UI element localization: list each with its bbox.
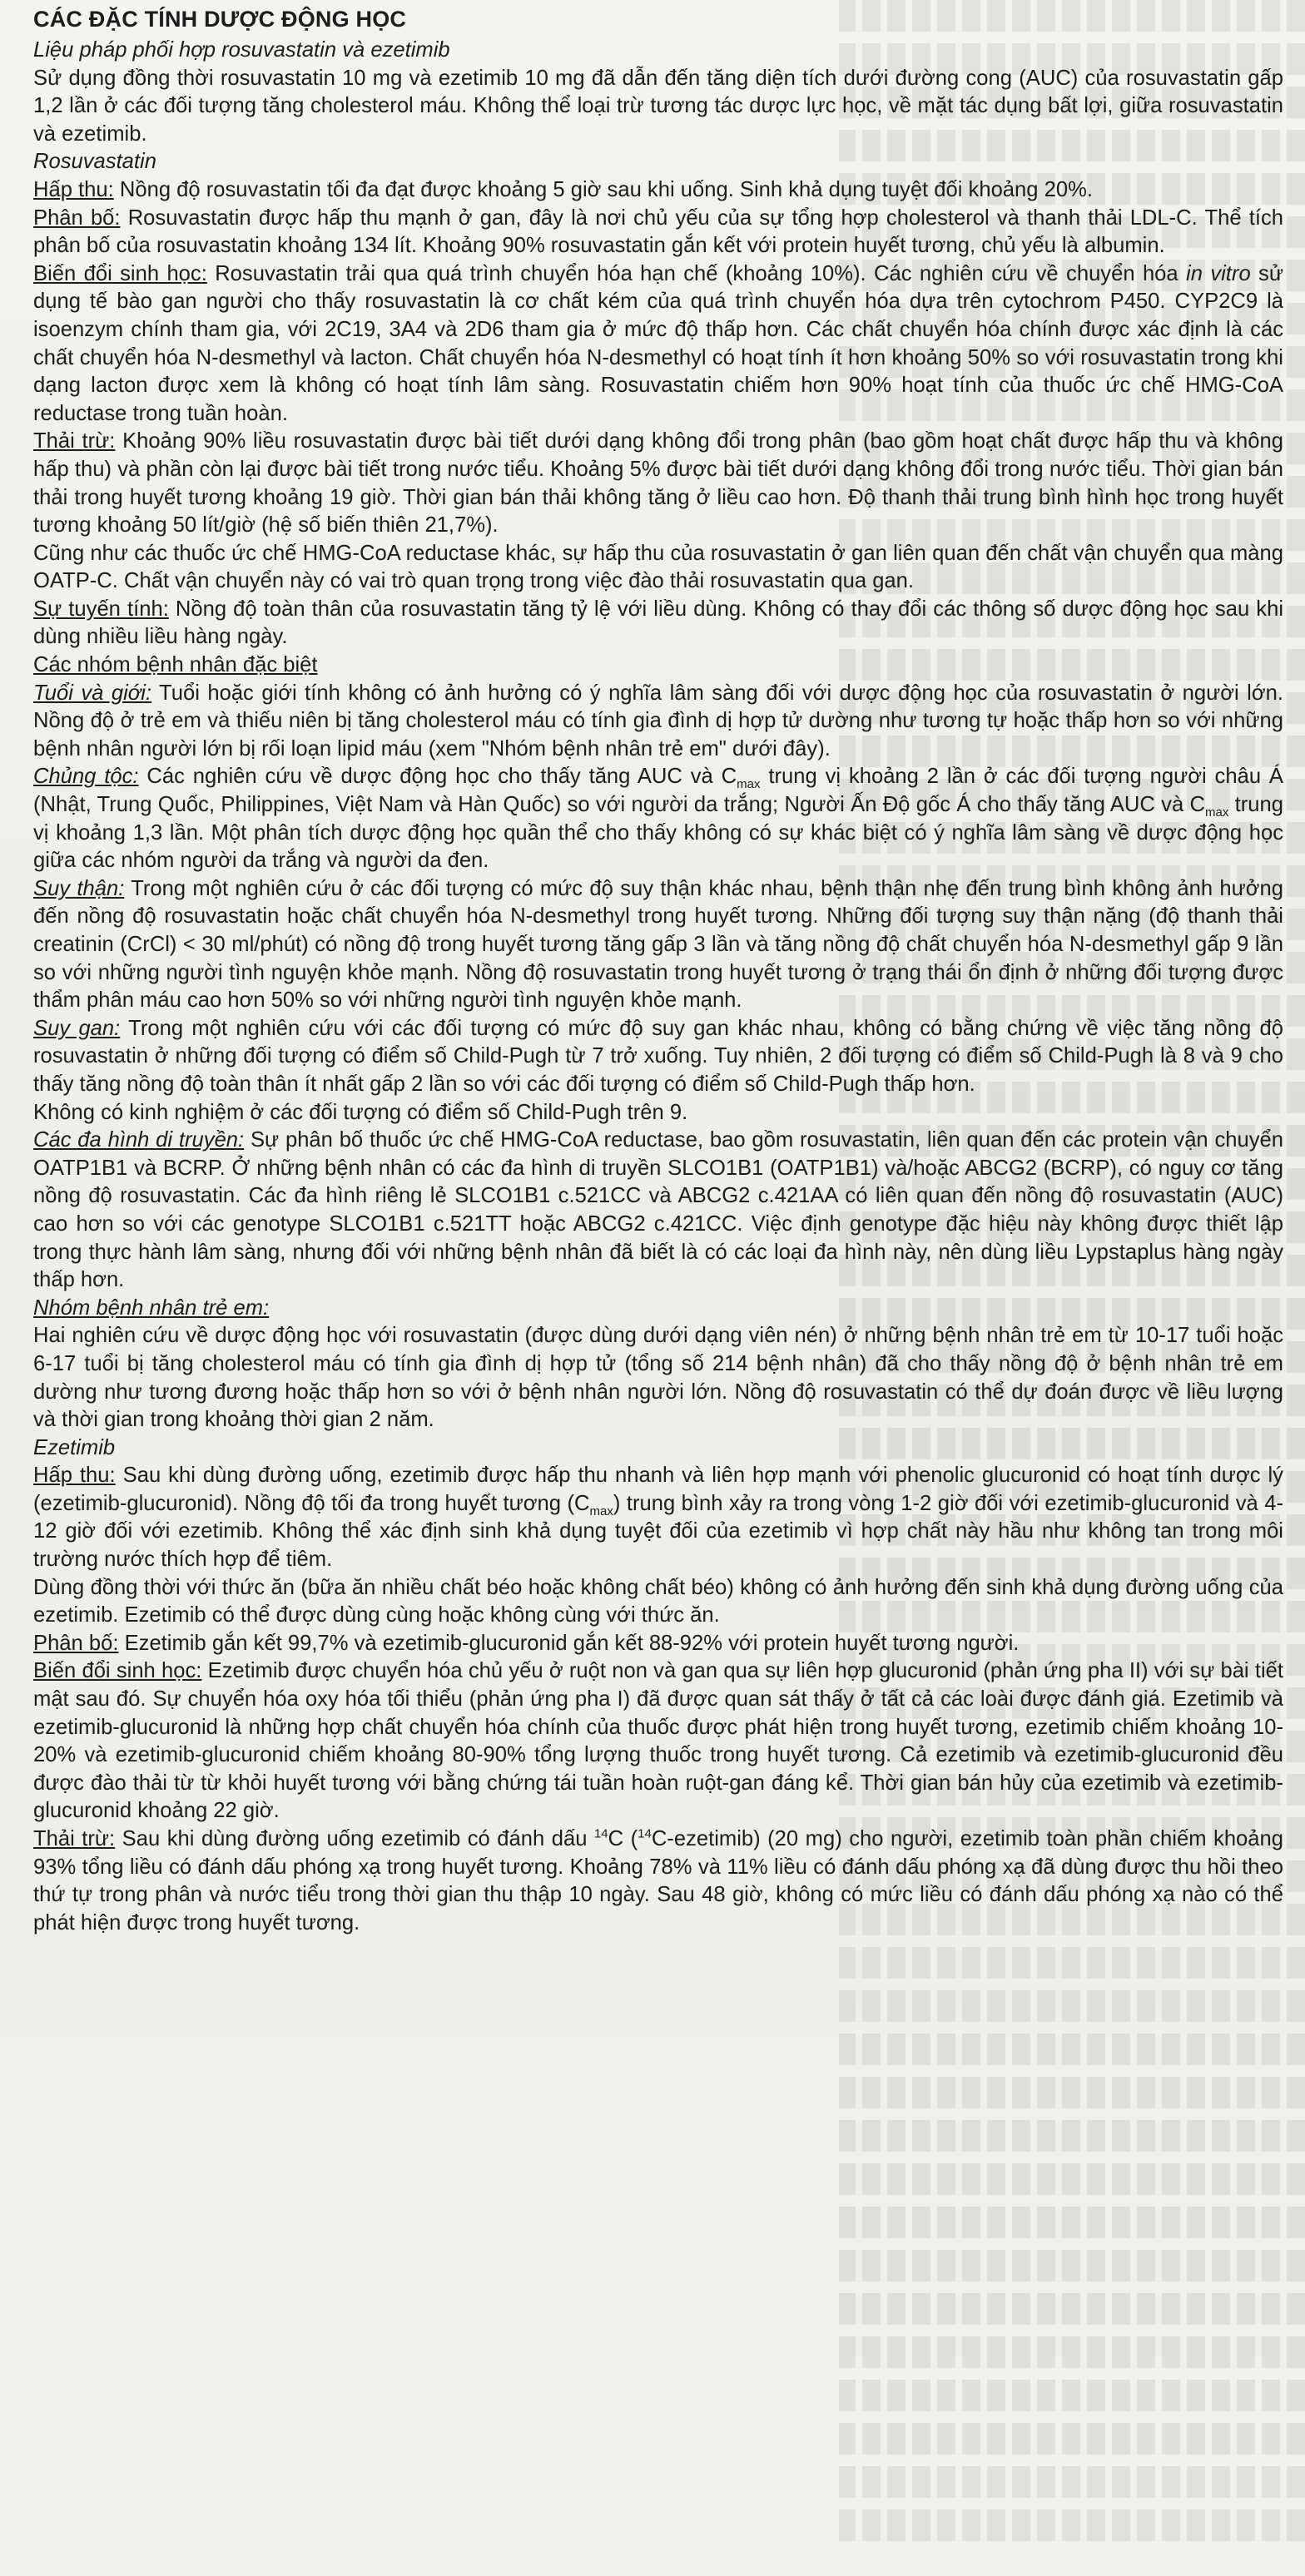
genetic-text: Sự phân bố thuốc ức chế HMG-CoA reductase, bao gồm rosuvastatin, liên quan đến các protein vận chuyển OATP1B1 và BCRP. Ở những bệnh nhân có các đa hình di truyền SLCO1B1 (OATP1B1) và/hoặc ABCG2 (BCRP), có nguy cơ tăng nồng độ rosuvastatin. Các đa hình riêng lẻ SLCO1B1 c.521CC và ABCG2 c.421AA có liên quan đến nồng độ rosuvastatin (AUC) cao hơn so với các genotype SLCO1B1 c.521TT hoặc ABCG2 c.421CC. Việc định genotype đặc hiệu này không được thiết lập trong thực hành lâm sàng, nhưng đối với những bệnh nhân đã biết là có các loại đa hình này, nên dùng liều Lypstaplus hàng ngày thấp hơn.: [33, 1128, 1283, 1292]
pediatric-heading: Nhóm bệnh nhân trẻ em:: [33, 1295, 270, 1320]
eze-metabolism-text: Ezetimib được chuyển hóa chủ yếu ở ruột non và gan qua sự liên hợp glucuronid (phản ứng pha II) với sự bài tiết mật sau đó. Sự chuyển hóa oxy hóa tối thiểu (phản ứng pha I) đã được quan sát thấy ở tất cả các loài được đánh giá. Ezetimib và ezetimib-glucuronid là những hợp chất chuyển hóa chính của thuốc được phát hiện trong huyết tương, ezetimib chiếm khoảng 10-20% và ezetimib-glucuronid chiếm khoảng 80-90% tổng lượng thuốc trong huyết tương. Cả ezetimib và ezetimib-glucuronid đều được đào thải từ từ khỏi huyết tương với bằng chứng tái tuần hoàn ruột-gan đáng kể. Thời gian bán hủy của ezetimib và ezetimib-glucuronid khoảng 22 giờ.: [33, 1659, 1283, 1823]
eze-elimination-text-a: Sau khi dùng đường uống ezetimib có đánh dấu: [115, 1827, 594, 1850]
eze-metabolism-paragraph: [33, 1657, 1283, 1825]
rosu-elimination-text: Khoảng 90% liều rosuvastatin được bài tiết dưới dạng không đổi trong phân (bao gồm hoạt chất được hấp thu và không hấp thu) và phần còn lại được bài tiết trong nước tiểu. Khoảng 5% được bài tiết dưới dạng không đổi trong nước tiểu. Thời gian bán thải trong huyết tương khoảng 19 giờ. Thời gian bán thải không tăng ở liều cao hơn. Độ thanh thải trung bình hình học trong huyết tương khoảng 50 lít/giờ (hệ số biến thiên 21,7%).: [33, 429, 1283, 537]
page-title: CÁC ĐẶC TÍNH DƯỢC ĐỘNG HỌC: [33, 7, 407, 32]
renal-paragraph: [33, 875, 1283, 1015]
rosu-absorption-label: Hấp thu:: [33, 177, 114, 201]
eze-metabolism-label: Biến đổi sinh học:: [33, 1659, 202, 1683]
eze-c14-sup-2: 14: [638, 1826, 652, 1841]
rosu-elimination-paragraph: [33, 428, 1283, 539]
eze-absorption-label: Hấp thu:: [33, 1464, 116, 1488]
rosu-metabolism-text-b: sử dụng tế bào gan người cho thấy rosuvastatin là cơ chất kém của quá trình chuyển hóa dựa trên cytochrom P450. CYP2C9 là isoenzym chính tham gia, với 2C19, 3A4 và 2D6 tham gia ở mức độ thấp hơn. Các chất chuyển hóa chính được xác định là các chất chuyển hóa N-desmethyl và lacton. Chất chuyển hóa N-desmethyl có hoạt tính ít hơn khoảng 50% so với rosuvastatin trong khi dạng lacton được xem là không có hoạt tính lâm sàng. Rosuvastatin chiếm hơn 90% hoạt tính của thuốc ức chế HMG-CoA reductase trong tuần hoàn.: [33, 261, 1283, 425]
rosu-elimination-label: Thải trừ:: [33, 429, 116, 453]
eze-elimination-paragraph: [33, 1825, 1283, 1937]
combination-paragraph: Sử dụng đồng thời rosuvastatin 10 mg và ezetimib 10 mg đã dẫn đến tăng diện tích dưới đường cong (AUC) của rosuvastatin gấp 1,2 lần ở các đối tượng tăng cholesterol máu. Không thể loại trừ tương tác dược lực học, về mặt tác dụng bất lợi, giữa rosuvastatin và ezetimib.: [33, 66, 1283, 146]
special-populations-heading: Các nhóm bệnh nhân đặc biệt: [33, 653, 318, 677]
age-sex-paragraph: [33, 680, 1283, 764]
race-paragraph: [33, 763, 1283, 874]
rosu-distribution-label: Phân bố:: [33, 206, 121, 230]
race-text-c: trung vị khoảng 1,3 lần. Một phân tích dược động học quần thể cho thấy không có sự khác biệt có ý nghĩa lâm sàng về dược động học giữa các nhóm người da trắng và người da đen.: [33, 793, 1283, 873]
hepatic-text: Trong một nghiên cứu với các đối tượng có mức độ suy gan khác nhau, không có bằng chứng về việc tăng nồng độ rosuvastatin ở những đối tượng có điểm số Child-Pugh từ 7 trở xuống. Tuy nhiên, 2 đối tượng có điểm số Child-Pugh là 8 và 9 cho thấy tăng nồng độ toàn thân ít nhất gấp 2 lần so với các đối tượng có điểm số Child-Pugh thấp hơn.: [33, 1016, 1283, 1096]
rosuvastatin-heading: Rosuvastatin: [33, 150, 156, 174]
rosu-absorption-paragraph: [33, 176, 1283, 205]
rosu-distribution-text: Rosuvastatin được hấp thu mạnh ở gan, đây là nơi chủ yếu của sự tổng hợp cholesterol và thanh thải LDL-C. Thể tích phân bố của rosuvastatin khoảng 134 lít. Khoảng 90% rosuvastatin gắn kết với protein huyết tương, chủ yếu là albumin.: [33, 206, 1283, 258]
genetic-paragraph: [33, 1127, 1283, 1295]
eze-absorption-text-b: ) trung bình xảy ra trong vòng 1-2 giờ đối với ezetimib-glucuronid và 4-12 giờ đối với ezetimib. Không thể xác định sinh khả dụng tuyệt đối của ezetimib vì hợp chất này hầu như không tan trong môi trường nước thích hợp để tiêm.: [33, 1491, 1284, 1572]
rosu-metabolism-in-vitro: in vitro: [1186, 261, 1251, 285]
eze-elimination-text-b: C (: [608, 1827, 638, 1850]
rosu-linearity-label: Sự tuyến tính:: [33, 597, 169, 621]
race-text-b: trung vị khoảng 2 lần ở các đối tượng người châu Á (Nhật, Trung Quốc, Philippines, Việt Nam và Hàn Quốc) so với người da trắng; Người Ấn Độ gốc Á cho thấy tăng AUC và C: [33, 765, 1283, 817]
rosu-metabolism-label: Biến đổi sinh học:: [33, 261, 207, 285]
race-cmax-sub-2: max: [1204, 805, 1229, 820]
eze-distribution-text: Ezetimib gắn kết 99,7% và ezetimib-glucuronid gắn kết 88-92% với protein huyết tương người.: [118, 1631, 1020, 1655]
rosu-oatp-paragraph: Cũng như các thuốc ức chế HMG-CoA reductase khác, sự hấp thu của rosuvastatin ở gan liên quan đến chất vận chuyển qua màng OATP-C. Chất vận chuyển này có vai trò quan trọng trong việc đào thải rosuvastatin qua gan.: [33, 541, 1283, 593]
renal-text: Trong một nghiên cứu ở các đối tượng có mức độ suy thận khác nhau, bệnh thận nhẹ đến trung bình không ảnh hưởng đến nồng độ rosuvastatin hoặc chất chuyển hóa N-desmethyl trong huyết tương. Những đối tượng suy thận nặng (độ thanh thải creatinin (CrCl) < 30 ml/phút) có nồng độ trong huyết tương tăng gấp 3 lần và tăng nồng độ chất chuyển hóa N-desmethyl gấp 9 lần so với những người tình nguyện khỏe mạnh. Nồng độ rosuvastatin trong huyết tương ở trạng thái ổn định ở những đối tượng được thẩm phân máu cao hơn 50% so với những người tình nguyện khỏe mạnh.: [33, 876, 1284, 1013]
hepatic-label: Suy gan:: [33, 1016, 121, 1040]
eze-food-paragraph: Dùng đồng thời với thức ăn (bữa ăn nhiều chất béo hoặc không chất béo) không có ảnh hưởng đến sinh khả dụng đường uống của ezetimib. Ezetimib có thể được dùng cùng hoặc không cùng với thức ăn.: [33, 1575, 1283, 1627]
eze-distribution-paragraph: [33, 1630, 1283, 1658]
combination-heading: Liệu pháp phối hợp rosuvastatin và ezetimib: [33, 38, 450, 62]
rosu-metabolism-text-a: Rosuvastatin trải qua quá trình chuyển hóa hạn chế (khoảng 10%). Các nghiên cứu về chuyển hóa: [206, 261, 1187, 285]
eze-c14-sup-1: 14: [593, 1826, 608, 1841]
eze-distribution-label: Phân bố:: [33, 1631, 119, 1655]
hepatic-paragraph-2: Không có kinh nghiệm ở các đối tượng có điểm số Child-Pugh trên 9.: [33, 1100, 688, 1124]
eze-absorption-text-a: Sau khi dùng đường uống, ezetimib được hấp thu nhanh và liên hợp mạnh với phenolic glucuronid có hoạt tính dược lý (ezetimib-glucuronid). Nồng độ tối đa trong huyết tương (C: [33, 1464, 1283, 1515]
genetic-label: Các đa hình di truyền:: [33, 1128, 245, 1152]
rosu-linearity-text: Nồng độ toàn thân của rosuvastatin tăng tỷ lệ với liều dùng. Không có thay đổi các thông số dược động học sau khi dùng nhiều liều hàng ngày.: [33, 597, 1283, 649]
race-label: Chủng tộc:: [33, 765, 139, 789]
rosu-metabolism-paragraph: [33, 260, 1283, 429]
eze-absorption-paragraph: [33, 1462, 1283, 1573]
eze-elimination-text-c: C-ezetimib) (20 mg) cho người, ezetimib toàn phần chiếm khoảng 93% tổng liều có đánh dấu phóng xạ trong huyết tương. Khoảng 78% và 11% liều có đánh dấu phóng xạ đã dùng được thu hồi theo thứ tự trong phân và nước tiểu trong thời gian thu thập 10 ngày. Sau 48 giờ, không có mức liều có đánh dấu phóng xạ nào có thể phát hiện được trong huyết tương.: [33, 1827, 1283, 1934]
age-sex-text: Tuổi hoặc giới tính không có ảnh hưởng có ý nghĩa lâm sàng đối với dược động học của rosuvastatin ở người lớn. Nồng độ ở trẻ em và thiếu niên bị tăng cholesterol máu có tính gia đình dị hợp tử dường như tương tự hoặc thấp hơn so với những bệnh nhân người lớn bị rối loạn lipid máu (xem "Nhóm bệnh nhân trẻ em" dưới đây).: [33, 681, 1283, 760]
race-text-a: Các nghiên cứu về dược động học cho thấy tăng AUC và C: [138, 765, 737, 789]
age-sex-label: Tuổi và giới:: [33, 681, 152, 705]
renal-label: Suy thận:: [33, 876, 125, 900]
rosu-distribution-paragraph: [33, 205, 1283, 260]
rosu-absorption-text: Nồng độ rosuvastatin tối đa đạt được khoảng 5 giờ sau khi uống. Sinh khả dụng tuyệt đối khoảng 20%.: [113, 177, 1093, 201]
ezetimib-heading: Ezetimib: [33, 1435, 116, 1459]
eze-elimination-label: Thải trừ:: [33, 1827, 116, 1850]
rosu-linearity-paragraph: [33, 596, 1283, 651]
hepatic-paragraph: [33, 1015, 1283, 1099]
pediatric-paragraph: Hai nghiên cứu về dược động học với rosuvastatin (được dùng dưới dạng viên nén) ở những bệnh nhân trẻ em từ 10-17 tuổi hoặc 6-17 tuổi bị tăng cholesterol máu có tính gia đình dị hợp tử (tổng số 214 bệnh nhân) đã cho thấy nồng độ ở bệnh nhân trẻ em dường như tương đương hoặc thấp hơn so với ở bệnh nhân người lớn. Nồng độ rosuvastatin có thể dự đoán được về liều lượng và thời gian trong khoảng thời gian 2 năm.: [33, 1324, 1283, 1432]
eze-cmax-sub: max: [589, 1503, 613, 1518]
race-cmax-sub-1: max: [737, 777, 761, 792]
